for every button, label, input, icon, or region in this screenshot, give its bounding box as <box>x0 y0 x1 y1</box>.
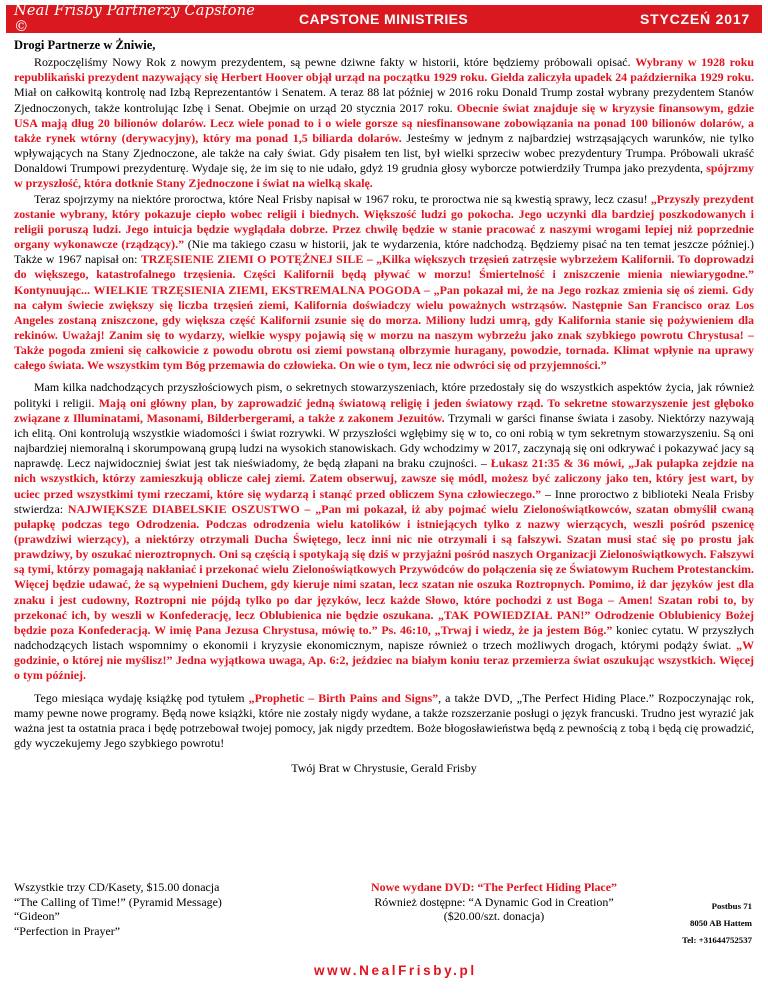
body-text: Tego miesiąca wydaję książkę pod tytułem <box>34 690 249 705</box>
body-text: Trzymali w garści finanse świata i zasoby. Niektórzy nazywają ich elitą. Oni kontrolują wszystkie wiadomości i świat rozrywki. W przyszłości wgłębimy się w to, co oni robią w tym sekretnym stowarzyszeniu. Są oni najbardziej niemoralną i skorumpowaną grupą ludzi na wysokich stanowiskach. Gdy wchodzimy w 2017, zaczynają się oni odkrywać i pokazywać jacy są naprawdę. Lecz najwidoczniej świat jest tak nieświadomy, że będą złapani na braku czujności. – <box>14 410 754 471</box>
body-text: Teraz spojrzymy na niektóre proroctwa, które Neal Frisby napisał w 1967 roku, te proroctwa nie są kwestią sprawy, lecz czasu! <box>34 191 651 206</box>
dvd-title: Nowe wydane DVD: “The Perfect Hiding Place” <box>370 880 617 894</box>
body-text: – Inne proroctwo z biblioteki Neala Frisby stwierdza: <box>14 486 754 516</box>
body-text: Miał on całkowitą kontrolę nad Izbą Reprezentantów i Senatem. A teraz 88 lat później w 2016 roku Donald Trump został wybrany prezydentem Stanów Zjednoczonych, także kontrolując Izbę i Senat. Obejmie on urząd 20 stycznia 2017 roku. <box>14 85 754 115</box>
cd-offer-line: “Gideon” <box>14 909 60 923</box>
dvd-price: ($20.00/szt. donacja) <box>443 909 545 923</box>
dvd-line: Również dostępne: “A Dynamic God in Creation” <box>374 894 614 909</box>
dvd-offer <box>344 880 644 924</box>
body-text: Mam kilka nadchodzących przyszłościowych pism, o sekretnych stowarzyszeniach, które przedostały się do wszystkich aspektów życia, jak również polityki i religii. <box>14 380 754 410</box>
postal-address <box>632 898 752 949</box>
body-text: (Nie ma takiego czasu w historii, jak te wydarzenia, które nadchodzą. Będziemy pisać na ten temat jeszcze później.) Także w 1967 napisał on: <box>14 237 754 267</box>
paragraph-2 <box>14 192 754 374</box>
highlighted-text: Łukasz 21:35 & 36 mówi, „Jak pułapka zejdzie na nich wszystkich, którzy zamieszkują oblicze całej ziemi. Zatem obserwuj, zawsze się módl, możesz być zaliczony jako ten, który jest wart, by uciec przed wszystkimi tymi rzeczami, które się wydarzą i stanąć przed obliczem Syna człowieczego.” <box>14 456 755 501</box>
website-link[interactable]: www.NealFrisby.pl <box>314 963 477 978</box>
paragraph-4 <box>14 691 754 752</box>
body-text: Rozpoczęliśmy Nowy Rok z nowym prezydentem, są pewne dziwne fakty w historii, które będziemy próbowali opisać. <box>34 55 636 70</box>
cd-offer-line: “Perfection in Prayer” <box>14 923 121 938</box>
body-text: Jesteśmy w jednym z najbardziej wstrząsających warunków, nie tylko wpływających na Stany Zjednoczone, ale także na cały świat. Gdy pisałem ten list, był wielki sprzeciw wobec prezydentury Trumpa. Próbowali ukraść Donaldowi Trumpowi prezydenturę. Wydaje się, że im się to nie udało, gdyż 19 grudnia głosy wyborcze potwierdziły Trumpa jako prezydenta, <box>14 130 755 176</box>
ministry-title: CAPSTONE MINISTRIES <box>299 11 469 27</box>
highlighted-text: Wybrany w 1928 roku republikański prezydent nazywający się Herbert Hoover objął urząd na początku 1929 roku. Giełda zaliczyła upadek 24 października 1929 roku. <box>14 55 754 85</box>
body-text: , a także DVD, „The Perfect Hiding Place.” Rozpoczynając rok, mamy pewne nowe programy. Będą nowe książki, które nie zostały nigdy wydane, a także rozszerzanie posługi o język francuski. Trudno jest wyrazić jak ważna jest ta ostatnia praca i będę potrzebował twojej pomocy, jak nigdy przedtem. Boże błogosławieństwa będą z pewnością z tobą i będą cię prowadzić, gdy wyczekujemy Jego szybkiego powrotu! <box>14 690 754 751</box>
greeting: Drogi Partnerze w Żniwie, <box>14 38 156 52</box>
highlighted-text: „Przyszły prezydent zostanie wybrany, który pokazuje ciepło wobec religii i biednych. Większość ludzi go pokocha. Jego uczynki dla bardziej poszkodowanych i religii poruszą ludzi. Jego intuicja będzie wyglądała dobrze. Przez chwilę będzie w stanie pracować z naszymi wrogami lepiej niż poprzednie organy wykonawcze (rządzący).” <box>14 191 754 252</box>
highlighted-text: „W godzinie, o której nie myślisz!” Jedna wyjątkowa uwaga, Ap. 6:2, jeździec na białym koniu teraz przemierza świat oszukując wszystkich. Więcej o tym później. <box>14 638 754 683</box>
address-line: Tel: +31644752537 <box>682 935 752 945</box>
letter-body <box>14 38 754 776</box>
highlighted-text: TRZĘSIENIE ZIEMI O POTĘŻNEJ SILE – „Kilka większych trzęsień zatrzęsie wybrzeżem Kalifornii. To doprowadzi do większego, katastrofalnego trzęsienia. Części Kalifornii będą pływać w morzu! Śmiertelność i zniszczenie mienia niewiarygodne.” Kontynuując... WIELKIE TRZĘSIENIA ZIEMI, EKSTREMALNA POGODA – „Pan pokazał mi, że na Jego rozkaz zmienia się oś ziemi. Gdy na całym świecie zwiększy się liczba trzęsień ziemi, Kalifornia doświadczy wielu poważnych wstrząsów. Następnie San Francisco oraz Los Angeles zostaną zniszczone, gdy większa część Kalifornii zsunie się do morza. Miliony ludzi umrą, gdy Kalifornia stanie się pożywieniem dla rekinów. Uważaj! Zanim się to wydarzy, wielkie wyspy pojawią się w morzu na naszym wybrzeżu jako znak szybkiego powrotu Chrystusa! – Także pogoda zmieni się całkowicie z powodu obrotu osi ziemi powstaną olbrzymie huragany, powodzie, tornada. Klimat wpłynie na uprawy całego świata. We wszystkim tym Bóg przemawia do człowieka. On wie o tym, lecz nie odwróci się od przyjemności.” <box>14 252 754 373</box>
highlighted-text: „Prophetic – Birth Pains and Signs” <box>248 690 439 705</box>
highlighted-text: Mają oni główny plan, by zaprowadzić jedną światową religię i jeden światowy rząd. To sekretne stowarzyszenie jest głęboko związane z Illuminatami, Masonami, Bilderbergerami, a także z zakonem Jezuitów. <box>14 395 755 425</box>
cd-offer <box>14 880 334 938</box>
address-line: Postbus 71 <box>711 901 752 911</box>
highlighted-text: Obecnie świat znajduje się w kryzysie finansowym, gdzie USA mają dług 20 bilionów dolarów. Lecz wiele ponad to i o wiele gorsze są niesfinansowane zobowiązania na ponad 100 bilionów dolarów, a także rynek wtórny (derywacyjny), który ma ponad 1,5 biliarda dolarów. <box>14 100 755 145</box>
body-text: koniec cytatu. W przyszłych nadchodzących listach wspomnimy o ekonomii i kryzysie ekonomicznym, napisze również o trzech możliwych drogach, którymi podąży świat. <box>14 622 754 653</box>
brand-title: Neal Frisby Partnerzy Capstone © <box>14 3 256 35</box>
highlighted-text: NAJWIĘKSZE DIABELSKIE OSZUSTWO – „Pan mi pokazał, iż aby pojmać wielu Zielonoświątkowców, szatan obmyślił cwaną pułapkę podczas tego Odrodzenia. Podczas odrodzenia wielu katolików i istniejących tylko z nazwy wierzących, weszli pośród pszenicę (prawdziwi wierzący), a niektórzy otrzymali Ducha Świętego, lecz inni nic nie otrzymali i są fałszywi. Szatan musi stać się po prostu jak prawdziwy, by oszukać nieroztropnych. Oni są częścią i spotykają się dziś w przyjaźni pośród naszych Organizacji Zielonoświątkowych. Fałszywi są tymi, którzy pomagają nakłaniać i przekonać wielu Zielonoświątkowych Przywódców do połączenia się ze Światowym Ruchem Protestanckim. Więcej będzie udawać, że są wypełnieni Duchem, gdy kieruje nimi szatan, lecz szatan nie oszuka Roztropnych. Pomimo, iż dar języków jest dla znaku i jest cudowny, Roztropni nie pójdą tylko po dar języków, lecz każde Słowo, które pochodzi z ust Boga – Amen! Szatan robi to, by przekonać ich, by weszli w Konfederację, lecz Oblubienica nie będzie oszukana. „TAK POWIEDZIAŁ PAN!” Odrodzenie Oblubienicy Bożej będzie poza Konfederacją. W imię Pana Jezusa Chrystusa, mówię to.” Ps. 46:10, „Trwaj i wiedz, że ja jestem Bóg.” <box>14 501 754 637</box>
footer <box>14 880 754 990</box>
signoff: Twój Brat w Chrystusie, Gerald Frisby <box>291 761 477 776</box>
cd-offer-line: “The Calling of Time!” (Pyramid Message) <box>14 894 222 909</box>
address-line: 8050 AB Hattem <box>689 918 752 928</box>
issue-date: STYCZEŃ 2017 <box>640 11 750 27</box>
paragraph-3 <box>14 380 754 683</box>
header-banner <box>6 5 762 33</box>
cd-offer-line: Wszystkie trzy CD/Kasety, $15.00 donacja <box>14 880 220 894</box>
highlighted-text: spójrzmy w przyszłość, która dotknie Stany Zjednoczone i świat na wielką skalę. <box>14 161 754 191</box>
paragraph-1 <box>14 55 754 191</box>
